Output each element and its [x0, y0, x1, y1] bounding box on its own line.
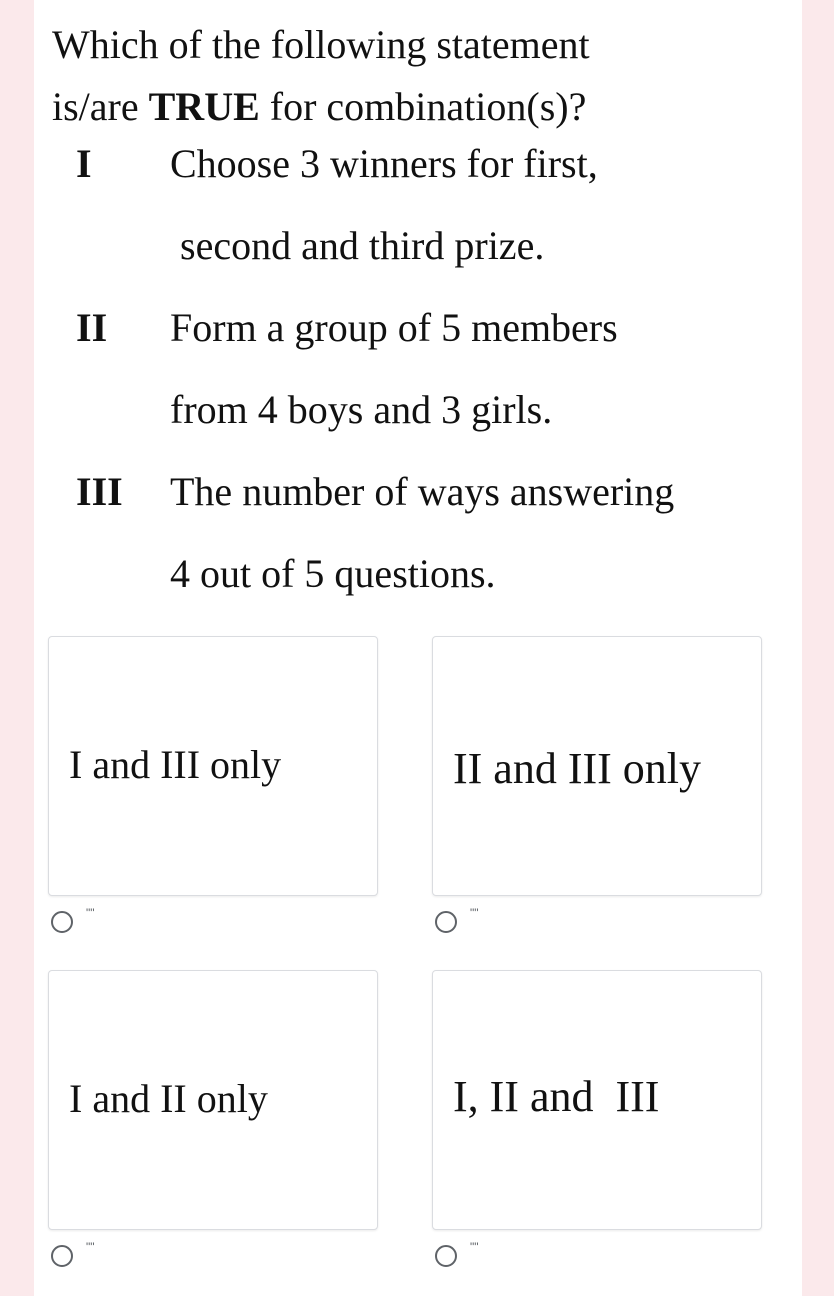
option-text-c: I and II only: [69, 1076, 268, 1121]
radio-option-d[interactable]: [435, 1245, 457, 1267]
radio-label-b: "": [470, 906, 479, 920]
statement-numeral-1: I: [76, 141, 92, 186]
option-text-d: I, II and III: [453, 1072, 660, 1121]
radio-label-a: "": [86, 906, 95, 920]
option-text-a: I and III only: [69, 742, 282, 787]
question-emphasis: TRUE: [148, 84, 260, 129]
statement-2-line-1: Form a group of 5 members: [170, 305, 618, 350]
question-text: [52, 14, 752, 138]
question-line-2: [52, 76, 752, 138]
radio-option-b[interactable]: [435, 911, 457, 933]
radio-label-c: "": [86, 1240, 95, 1254]
question-line-2-end: for combination(s)?: [259, 84, 587, 129]
statement-3-line-2: 4 out of 5 questions.: [170, 551, 496, 596]
option-text-b: II and III only: [453, 744, 702, 793]
radio-option-a[interactable]: [51, 911, 73, 933]
option-card-d[interactable]: [432, 970, 762, 1230]
statement-3-line-1: The number of ways answering: [170, 469, 675, 514]
statement-1-line-1: Choose 3 winners for first,: [170, 141, 598, 186]
option-card-a[interactable]: [48, 636, 378, 896]
option-card-b[interactable]: [432, 636, 762, 896]
statement-2-line-2: from 4 boys and 3 girls.: [170, 387, 553, 432]
question-line-2-start: is/are: [52, 84, 149, 129]
radio-label-d: "": [470, 1240, 479, 1254]
radio-option-c[interactable]: [51, 1245, 73, 1267]
statement-1-line-2: second and third prize.: [180, 223, 545, 268]
option-card-c[interactable]: [48, 970, 378, 1230]
statement-numeral-3: III: [76, 469, 123, 514]
statement-numeral-2: II: [76, 305, 108, 350]
question-line-1: Which of the following statement: [52, 22, 590, 67]
